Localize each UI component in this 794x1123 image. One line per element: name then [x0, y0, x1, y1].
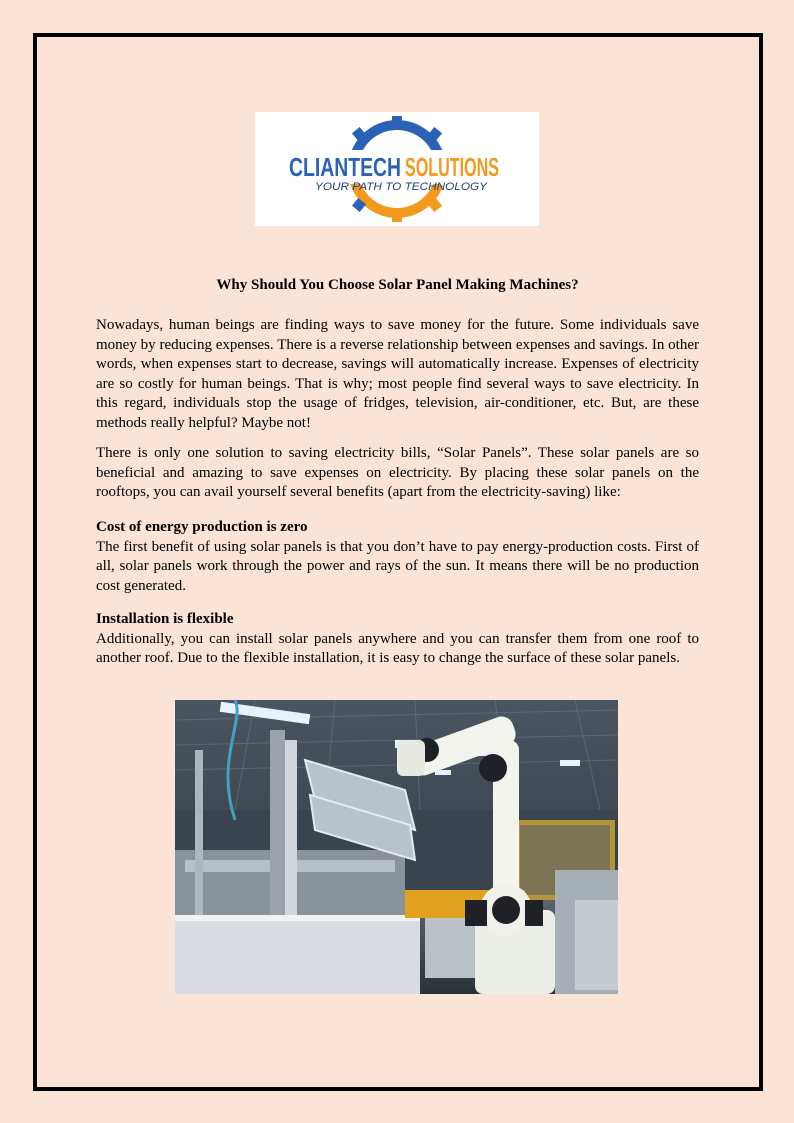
logo-graphic: [255, 112, 539, 226]
section-text: Additionally, you can install solar panels anywhere and you can transfer them from one roof to another roof. Due to the flexible installation, it is easy to change the surface of these solar panels.: [96, 630, 699, 666]
company-logo: [255, 112, 539, 226]
intro-paragraph: Nowadays, human beings are finding ways to save money for the future. Some individuals save money by reducing expenses. There is a reverse relationship between expenses and savings. In other words, when expenses start to decrease, savings will automatically increase. Expenses of electricity are so costly for human beings. That is why; most people find several ways to save electricity. In this regard, individuals stop the usage of fridges, television, air-conditioner, etc. But, are these methods really helpful? Maybe not!: [96, 317, 699, 431]
factory-robot-photo: [175, 700, 618, 994]
solution-paragraph: There is only one solution to saving electricity bills, “Solar Panels”. These solar panels are so beneficial and amazing to save expenses on electricity. By placing these solar panels on the rooftops, you can avail yourself several benefits (apart from the electricity-saving) like:: [96, 445, 699, 500]
section-cost: [96, 518, 699, 596]
page-title: Why Should You Choose Solar Panel Making Machines?: [216, 277, 579, 293]
logo-brand-left: CLIANTECH: [289, 152, 401, 182]
section-text: The first benefit of using solar panels is that you don’t have to pay energy-production costs. First of all, solar panels work through the power and rays of the sun. It means there will be no production cost generated.: [96, 538, 699, 594]
robot-arm-image: [175, 700, 618, 994]
logo-tagline: YOUR PATH TO TECHNOLOGY: [315, 181, 488, 193]
section-heading: Installation is flexible: [96, 611, 234, 627]
logo-brand-right: SOLUTIONS: [405, 152, 499, 182]
section-installation: [96, 610, 699, 669]
section-heading: Cost of energy production is zero: [96, 519, 308, 535]
